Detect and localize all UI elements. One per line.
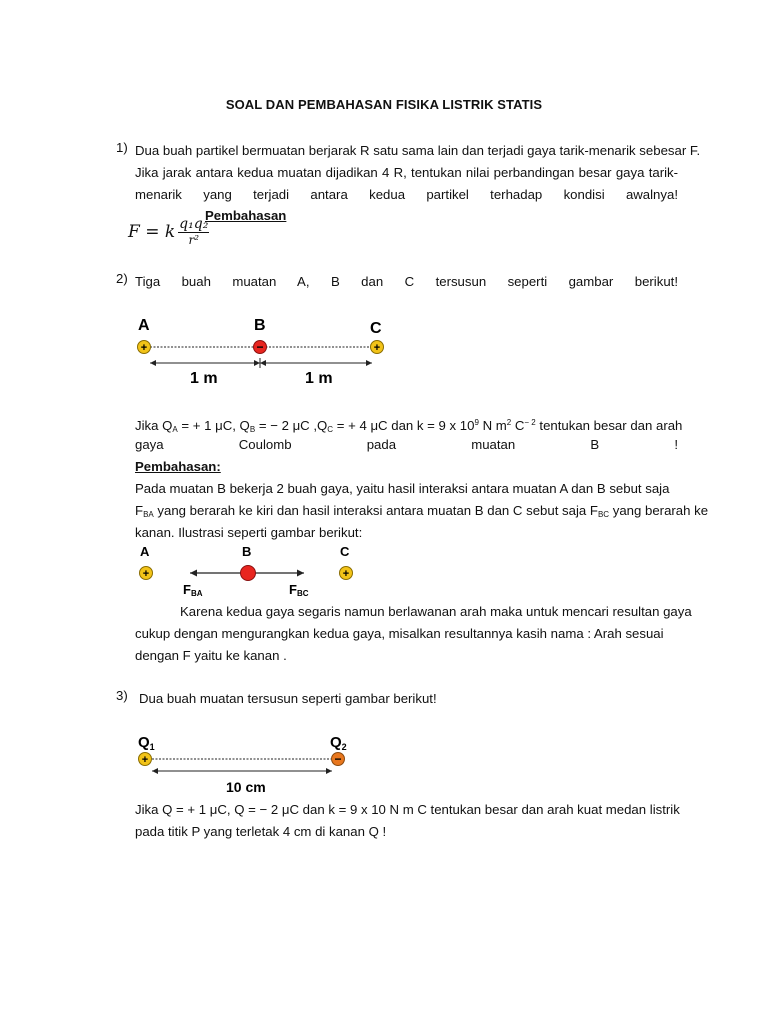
label-q2: $Q_2$ <box>330 734 347 752</box>
question-2-result-1: Karena kedua gaya segaris namun berlawanan arah maka untuk mencari resultan gaya <box>180 604 692 619</box>
question-1-line-1: Dua buah partikel bermuatan berjarak R satu sama lain dan terjadi gaya tarik-menarik sebesar F. <box>135 143 701 158</box>
given-text: N m <box>478 418 507 433</box>
plus-icon: + <box>141 754 149 766</box>
given-sup: 2 <box>506 418 512 427</box>
label-c: C <box>340 544 350 559</box>
question-1-number: 1) <box>116 140 128 155</box>
given-text: = + 1 μC, Q <box>177 418 250 433</box>
question-2-result-2: cukup dengan mengurangkan kedua gaya, misalkan resultannya kasih nama : Arah sesuai <box>135 626 664 641</box>
formula-denominator: r² <box>188 233 199 247</box>
given-sub: A <box>172 425 178 434</box>
question-3-number: 3) <box>116 688 128 703</box>
three-charges-figure <box>0 310 768 390</box>
label-b: B <box>242 544 252 559</box>
question-2-number: 2) <box>116 271 128 286</box>
force-fba-label: FBA <box>183 582 203 598</box>
question-1-line-3: menarik yang terjadi antara kedua partikel terhadap kondisi awalnya! <box>135 187 678 202</box>
question-3-line-1: Jika Q = + 1 μC, Q = − 2 μC dan k = 9 x 10 N m C tentukan besar dan arah kuat medan listrik <box>135 802 680 817</box>
expl-text: yang berarah ke kiri dan hasil interaksi antara muatan B dan C sebut saja F <box>153 503 598 518</box>
expl-text: F <box>135 503 144 518</box>
question-1-pembahasan: Pembahasan <box>205 208 287 223</box>
charge-b-negative <box>241 566 256 581</box>
two-charges-figure <box>0 730 768 800</box>
plus-icon: + <box>140 342 148 354</box>
label-b: B <box>254 317 266 334</box>
given-sup: − 2 <box>524 418 536 427</box>
label-q1: $Q_1$ <box>138 734 155 752</box>
distance-label: 10 cm <box>226 779 266 795</box>
given-sub: C <box>327 425 334 434</box>
label-a: A <box>138 317 150 334</box>
distance-bc: 1 m <box>305 370 333 387</box>
question-2-result-3: dengan F yaitu ke kanan . <box>135 648 287 663</box>
formula-lhs: F = k <box>128 221 176 242</box>
given-sup: 9 <box>474 418 479 427</box>
minus-icon: − <box>256 340 264 354</box>
page-title: SOAL DAN PEMBAHASAN FISIKA LISTRIK STATIS <box>225 97 543 112</box>
minus-icon: − <box>334 752 342 766</box>
force-fbc-label: FBC <box>289 582 309 598</box>
expl-text: yang berarah ke <box>609 503 709 518</box>
question-2-pembahasan: Pembahasan: <box>135 459 221 474</box>
question-3-line-2: pada titik P yang terletak 4 cm di kanan Q ! <box>135 824 387 839</box>
plus-icon: + <box>142 568 150 580</box>
question-1-line-2-text: Jika jarak antara kedua muatan dijadikan 4 R, tentukan nilai perbandingan besar gaya tarik- <box>135 165 678 180</box>
question-2-explanation-1: Pada muatan B bekerja 2 buah gaya, yaitu hasil interaksi antara muatan A dan B sebut saja <box>135 481 670 496</box>
question-2-explanation-3: kanan. Ilustrasi seperti gambar berikut: <box>135 525 363 540</box>
expl-sub: BA <box>143 510 154 519</box>
plus-icon: + <box>373 342 381 354</box>
formula-numerator: q₁q₂ <box>179 216 209 232</box>
question-1-line-2 <box>135 162 678 184</box>
given-text: C <box>511 418 525 433</box>
expl-sub: BC <box>597 510 610 519</box>
given-text: = + 4 μC dan k = 9 x 10 <box>333 418 475 433</box>
given-text: tentukan besar dan arah <box>535 418 683 433</box>
label-a: A <box>140 544 150 559</box>
plus-icon: + <box>342 568 350 580</box>
question-2-given-line-2: gaya Coulomb pada muatan B ! <box>135 437 678 452</box>
given-text: = − 2 μC ,Q <box>255 418 328 433</box>
distance-ab: 1 m <box>190 370 218 387</box>
question-3-intro: Dua buah muatan tersusun seperti gambar berikut! <box>139 691 437 706</box>
label-c: C <box>370 320 382 337</box>
given-sub: B <box>249 425 256 434</box>
force-diagram <box>0 542 768 602</box>
question-2-intro: Tiga buah muatan A, B dan C tersusun seperti gambar berikut! <box>135 274 678 289</box>
given-text: Jika Q <box>135 418 173 433</box>
coulomb-formula <box>128 216 209 247</box>
